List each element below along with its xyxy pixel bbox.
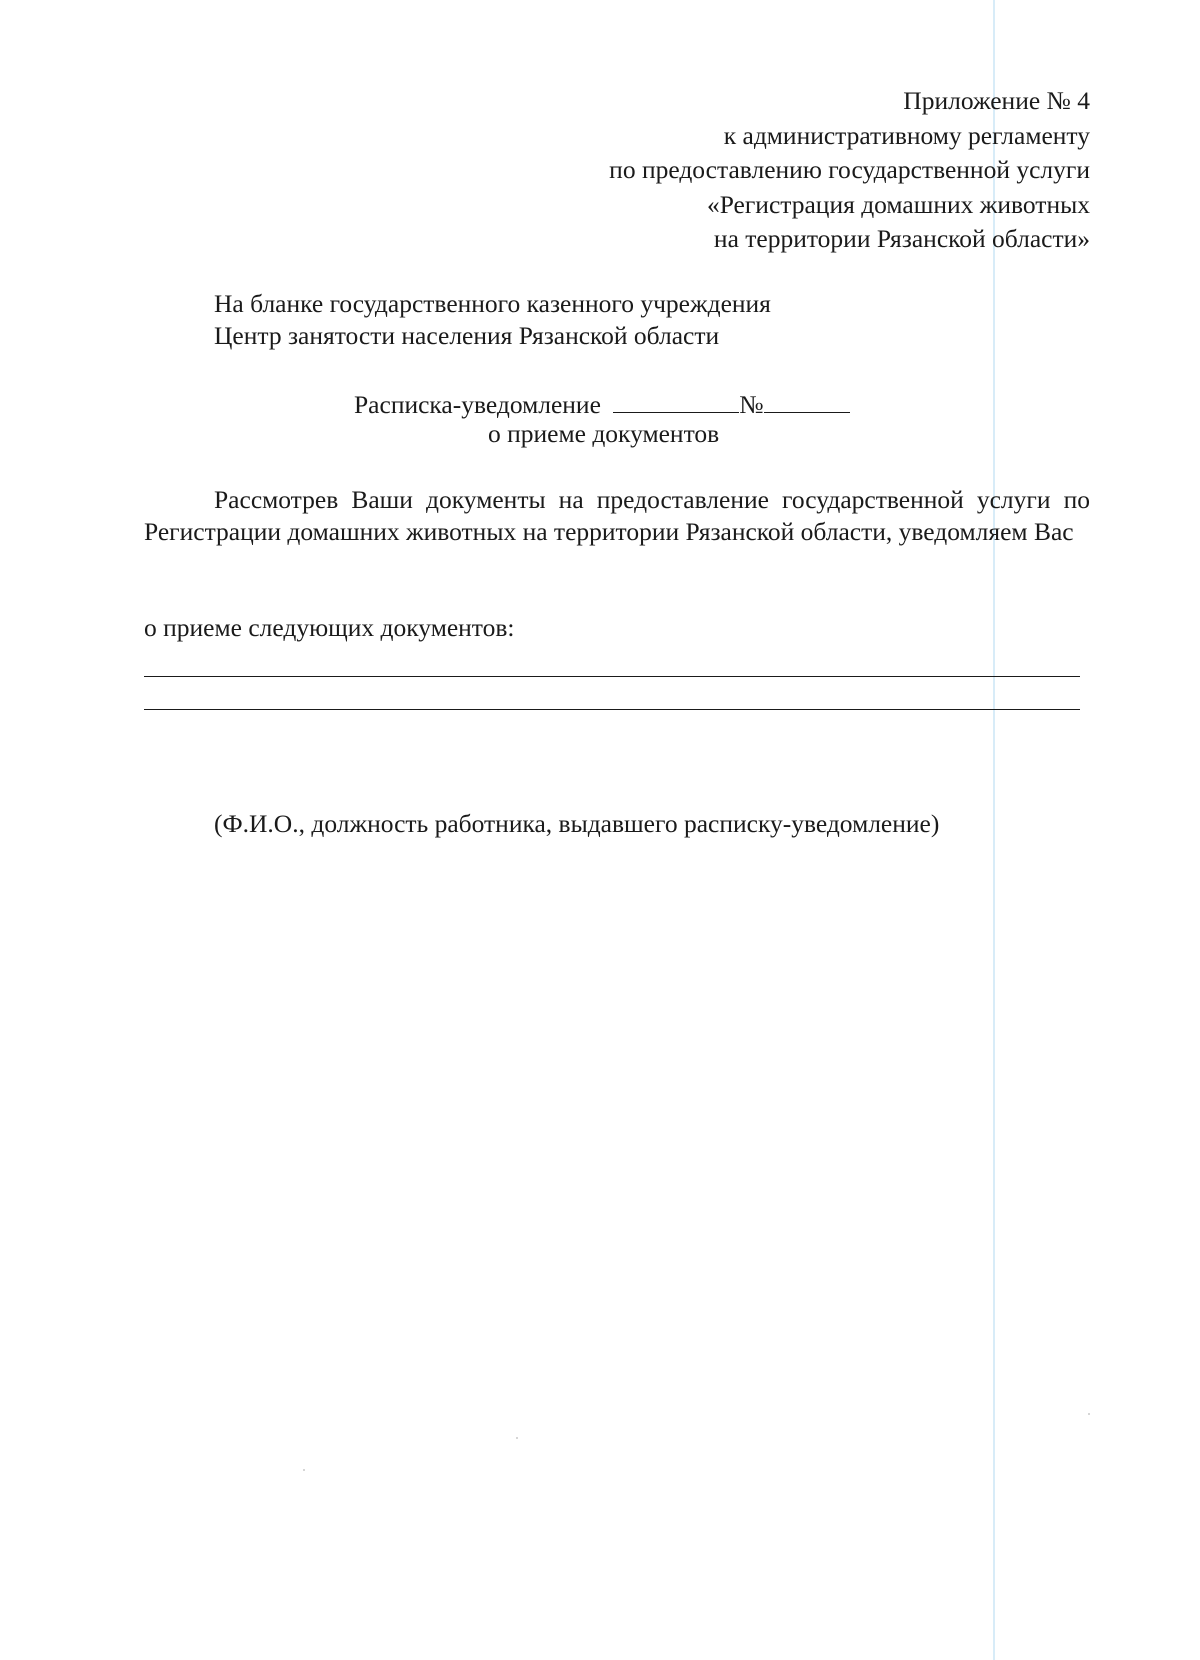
scan-speck: [1088, 1413, 1090, 1415]
number-blank-line: [764, 386, 850, 413]
letterhead-note: [214, 288, 771, 352]
title-label: Расписка-уведомление: [354, 390, 601, 419]
appendix-header: [609, 84, 1090, 257]
title-subtitle: о приеме документов: [488, 419, 720, 448]
appendix-line: на территории Рязанской области»: [713, 224, 1090, 253]
appendix-line: «Регистрация домашних животных: [706, 189, 1090, 219]
number-sign: №: [739, 390, 764, 419]
appendix-line: по предоставлению государственной услуги: [609, 155, 1090, 184]
date-blank-line: [613, 386, 739, 413]
body-paragraph: Рассмотрев Ваши документы на предоставление государственной услуги по Регистрации домашних животных на территории Рязанской области, уведомляем Вас: [144, 485, 1090, 546]
documents-label: о приеме следующих документов:: [144, 613, 515, 642]
appendix-line: к административному регламенту: [723, 120, 1090, 150]
scan-speck: [516, 1437, 518, 1439]
title-line: [354, 386, 850, 421]
appendix-number: Приложение № 4: [903, 86, 1090, 115]
letterhead-line: На бланке государственного казенного учреждения: [214, 289, 771, 318]
signature-caption: (Ф.И.О., должность работника, выдавшего расписку-уведомление): [214, 809, 940, 838]
letterhead-line: Центр занятости населения Рязанской области: [214, 321, 720, 350]
documents-fill-line: [144, 709, 1080, 710]
documents-fill-line: [144, 676, 1080, 677]
scan-speck: [303, 1469, 305, 1471]
